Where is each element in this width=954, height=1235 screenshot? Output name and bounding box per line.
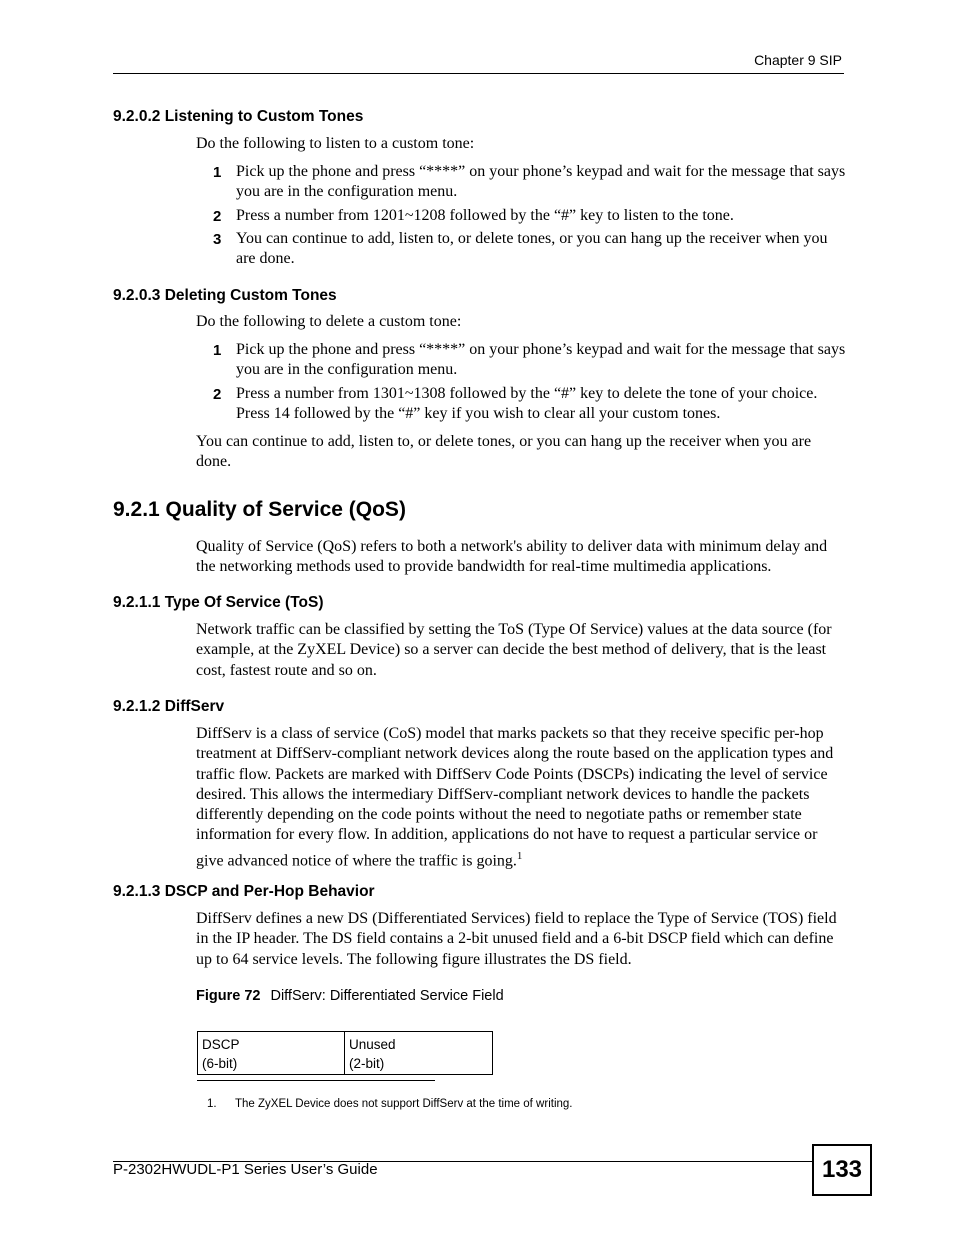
step-number: 3 [213, 231, 222, 248]
figure-caption [196, 988, 504, 1004]
delete-outro: You can continue to add, listen to, or delete tones, or you can hang up the receiver when you are done. [196, 433, 812, 471]
step-number: 2 [213, 208, 222, 225]
dscp-body: DiffServ defines a new DS (Differentiated Services) field to replace the Type of Service (TOS) field in the IP header. The DS field contains a 2-bit unused field and a 6-bit DSCP field which can define up to 64 service levels. The following figure illustrates the DS field. [196, 910, 837, 968]
footnote-ref: 1 [516, 849, 523, 862]
figure-label: Figure 72 [196, 988, 261, 1004]
diffserv-body [196, 724, 846, 871]
heading-dscp-per-hop: 9.2.1.3 DSCP and Per-Hop Behavior [113, 883, 375, 900]
step-text: Pick up the phone and press “****” on your phone’s keypad and wait for the message that says you are in the configuration menu. [236, 163, 846, 201]
qos-body: Quality of Service (QoS) refers to both a network's ability to deliver data with minimum delay and the networking methods used to provide bandwidth for real-time multimedia applications. [196, 538, 828, 576]
heading-type-of-service: 9.2.1.1 Type Of Service (ToS) [113, 594, 324, 611]
footnote-text: The ZyXEL Device does not support DiffServ at the time of writing. [235, 1098, 573, 1110]
step-number: 1 [213, 342, 222, 359]
page-number: 133 [812, 1144, 872, 1196]
unused-cell-name: Unused [349, 1037, 396, 1052]
footnote-rule [197, 1080, 435, 1081]
step-number: 2 [213, 386, 222, 403]
ds-field-figure [197, 1031, 493, 1075]
heading-quality-of-service: 9.2.1 Quality of Service (QoS) [113, 498, 406, 521]
step-text: You can continue to add, listen to, or delete tones, or you can hang up the receiver when you are done. [236, 230, 828, 268]
heading-listening-custom-tones: 9.2.0.2 Listening to Custom Tones [113, 108, 364, 125]
tos-body: Network traffic can be classified by setting the ToS (Type Of Service) values at the data source (for example, at the ZyXEL Device) so a server can decide the best method of delivery, that is the least cost, fastest route and so on. [196, 621, 832, 679]
diffserv-text: DiffServ is a class of service (CoS) model that marks packets so that they receive specific per-hop treatment at DiffServ-compliant network devices along the route based on the application types and traffic flow. Packets are marked with DiffServ Code Points (DSCPs) indicating the level of service desired. This allows the intermediary DiffServ-compliant network devices to handle the packets differently depending on the code points without the need to negotiate paths or remember state information for every flow. In addition, applications do not have to request a particular service or give advanced notice of where the traffic is going. [196, 725, 834, 870]
step-number: 1 [213, 164, 222, 181]
heading-diffserv: 9.2.1.2 DiffServ [113, 698, 225, 715]
dscp-cell [198, 1032, 345, 1074]
guide-title: P-2302HWUDL-P1 Series User’s Guide [113, 1161, 378, 1178]
dscp-cell-bits: (6-bit) [202, 1056, 238, 1071]
delete-intro: Do the following to delete a custom tone: [196, 313, 462, 330]
footnote [207, 1098, 573, 1110]
footnote-number: 1. [207, 1098, 217, 1110]
unused-cell-bits: (2-bit) [349, 1056, 385, 1071]
heading-deleting-custom-tones: 9.2.0.3 Deleting Custom Tones [113, 287, 337, 304]
step-text: Press a number from 1301~1308 followed by the “#” key to delete the tone of your choice. Press 14 followed by the “#” key if you wish to clear all your custom tones. [236, 385, 818, 423]
dscp-cell-name: DSCP [202, 1037, 240, 1052]
listen-intro: Do the following to listen to a custom tone: [196, 135, 475, 152]
step-text: Pick up the phone and press “****” on your phone’s keypad and wait for the message that says you are in the configuration menu. [236, 341, 846, 379]
header-rule [113, 73, 844, 74]
unused-cell [345, 1032, 492, 1074]
figure-title: DiffServ: Differentiated Service Field [270, 988, 504, 1004]
step-text: Press a number from 1201~1208 followed by the “#” key to listen to the tone. [236, 207, 734, 224]
chapter-header: Chapter 9 SIP [754, 52, 842, 68]
